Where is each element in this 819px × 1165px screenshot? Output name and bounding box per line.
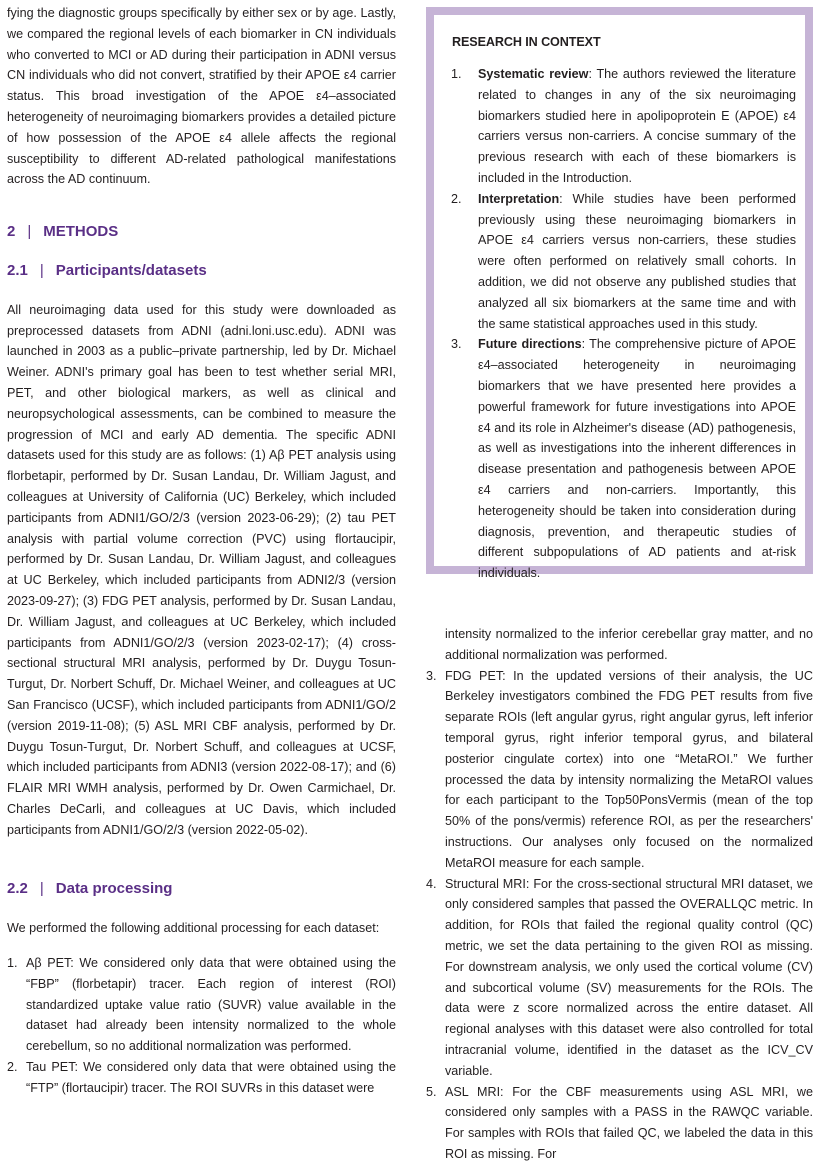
subsection-number: 2.2 bbox=[7, 880, 28, 898]
list-item-continuation: intensity normalized to the inferior cerebellar gray matter, and no additional normalization was performed. bbox=[445, 627, 813, 662]
list-item: 1. Aβ PET: We considered only data that were obtained using the “FBP” (florbetapir) tracer. Each region of interest (ROI) standardized uptake value ratio (SUVR) value available in the dataset had already been intensity normalized to the whole cerebellum, so no additional normalization was performed. bbox=[7, 956, 396, 1054]
processing-list bbox=[7, 953, 396, 1099]
processing-list-continued bbox=[426, 624, 813, 1165]
processing-intro: We performed the following additional processing for each dataset: bbox=[7, 921, 380, 936]
list-item: 1. Systematic review: The authors reviewed the literature related to changes in any of the six neuroimaging biomarkers studied here in apolipoprotein E (APOE) ε4 carriers versus non-carriers. A concise summary of the previous research with each of these biomarkers is included in the Introduction. bbox=[451, 67, 796, 185]
subsection-title: Participants/datasets bbox=[55, 261, 207, 279]
box-title: RESEARCH IN CONTEXT bbox=[452, 35, 601, 49]
section-number: 2 bbox=[7, 223, 16, 241]
subsection-number: 2.1 bbox=[7, 261, 28, 279]
list-item: 3. FDG PET: In the updated versions of their analysis, the UC Berkeley investigators combined the FDG PET results from five separate ROIs (left angular gyrus, right angular gyrus, left inferior temporal gyrus, right inferior temporal gyrus, and bilateral posterior cingulate cortex) into one “MetaROI.” We further processed the data by intensity normalizing the MetaROI values for each participant to the Top50PonsVermis (mean of the top 50% of the pons/vermis) reference ROI, as per the researchers' instructions. Our analyses only focused on the normalized MetaROI measure for each sample. bbox=[426, 668, 813, 870]
box-list bbox=[451, 64, 796, 584]
subsection-heading-data-processing: 2.2 | Data processing bbox=[7, 880, 173, 898]
subsection-heading-participants: 2.1 | Participants/datasets bbox=[7, 261, 207, 279]
intro-paragraph: fying the diagnostic groups specifically by either sex or by age. Lastly, we compared the regional levels of each biomarker in CN individuals who converted to MCI or AD during their participation in ADNI versus CN individuals who did not convert, stratified by their APOE ε4 carrier status. This broad investigation of the APOE ε4–associated heterogeneity of neuroimaging biomarkers provides a detailed picture of how possession of the APOE ε4 allele affects the regional susceptibility to different AD-related pathological manifestations across the AD continuum. bbox=[7, 6, 396, 187]
list-item: 4. Structural MRI: For the cross-sectional structural MRI dataset, we only considered samples that passed the OVERALLQC metric. In addition, for ROIs that failed the regional quality control (QC) metric, we set the data pertaining to the given ROI as missing. For downstream analysis, we only used the cortical volume (CV) and subcortical volume (SV) measurements for the ROIs. The data were z score normalized across the entire dataset. All regional analyses with this dataset were also controlled for total intracranial volume, identified in the dataset as the ICV_CV variable. bbox=[426, 876, 813, 1078]
list-item: 5. ASL MRI: For the CBF measurements using ASL MRI, we considered only samples with a PASS in the RAWQC variable. For samples with ROIs that failed QC, we labeled the data in this ROI as missing. For bbox=[426, 1084, 813, 1161]
list-item: 3. Future directions: The comprehensive picture of APOE ε4–associated heterogeneity in neuroimaging biomarkers that we have presented here provides a powerful framework for future investigations into APOE ε4 and its role in Alzheimer's disease (AD) pathogenesis, as well as investigations into the inherent differences in disease presentation and pathogenesis between APOE ε4 carriers and non-carriers. Importantly, this heterogeneity should be taken into consideration during diagnosis, prevention, and therapeutic studies of different subpopulations of AD patients and at-risk individuals. bbox=[451, 337, 796, 581]
participants-paragraph: All neuroimaging data used for this study were downloaded as preprocessed datasets from ADNI (adni.loni.usc.edu). ADNI was launched in 2003 as a public–private partnership, led by Dr. Michael Weiner. ADNI's primary goal has been to test whether serial MRI, PET, and other biological markers, as well as clinical and neuropsychological assessments, can be combined to measure the progression of MCI and early AD dementia. The specific ADNI datasets used for this study are as follows: (1) Aβ PET analysis using florbetapir, performed by Dr. Susan Landau, Dr. William Jagust, and colleagues at University of California (UC) Berkeley, which included participants from ADNI1/GO/2/3 (version 2023-06-29); (2) tau PET analysis with partial volume correction (PVC) using flortaucipir, performed by Dr. Susan Landau, Dr. William Jagust, and colleagues at UC Berkeley, which included participants from ADNI2/3 (version 2023-09-27); (3) FDG PET analysis, performed by Dr. Susan Landau, Dr. William Jagust, and colleagues at UC Berkeley, which included participants from ADNI1/GO/2/3 (version 2023-02-17); (4) cross-sectional structural MRI analysis, performed by Dr. Duygu Tosun-Turgut, Dr. Norbert Schuff, Dr. Michael Weiner, and colleagues at UC San Francisco (UCSF), which included participants from ADNI1/GO/2 (version 2019-11-08); (5) ASL MRI CBF analysis, performed by Dr. Duygu Tosun-Turgut, Dr. Norbert Schuff, and colleagues at UCSF, which included participants from ADNI3 (version 2022-08-17); and (6) FLAIR MRI WMH analysis, performed by Dr. Owen Carmichael, Dr. Charles DeCarli, and colleagues at UC Davis, which included participants from ADNI1/GO/2/3 (version 2022-05-02). bbox=[7, 302, 396, 837]
right-column bbox=[426, 624, 813, 1165]
research-in-context-box bbox=[426, 7, 813, 581]
section-title: METHODS bbox=[43, 223, 119, 241]
left-column bbox=[7, 3, 396, 1099]
subsection-title: Data processing bbox=[55, 880, 173, 898]
list-item: 2. Interpretation: While studies have been performed previously using these neuroimaging biomarkers in APOE ε4 carriers versus non-carriers, these studies were often performed on relatively small cohorts. In addition, we did not observe any published studies that analyzed all six biomarkers at the same time and with the same statistical approaches used in this study. bbox=[451, 191, 796, 331]
list-item: 2. Tau PET: We considered only data that were obtained using the “FTP” (flortaucipir) tracer. The ROI SUVRs in this dataset were bbox=[7, 1060, 396, 1095]
section-heading-methods: 2 | METHODS bbox=[7, 223, 119, 241]
